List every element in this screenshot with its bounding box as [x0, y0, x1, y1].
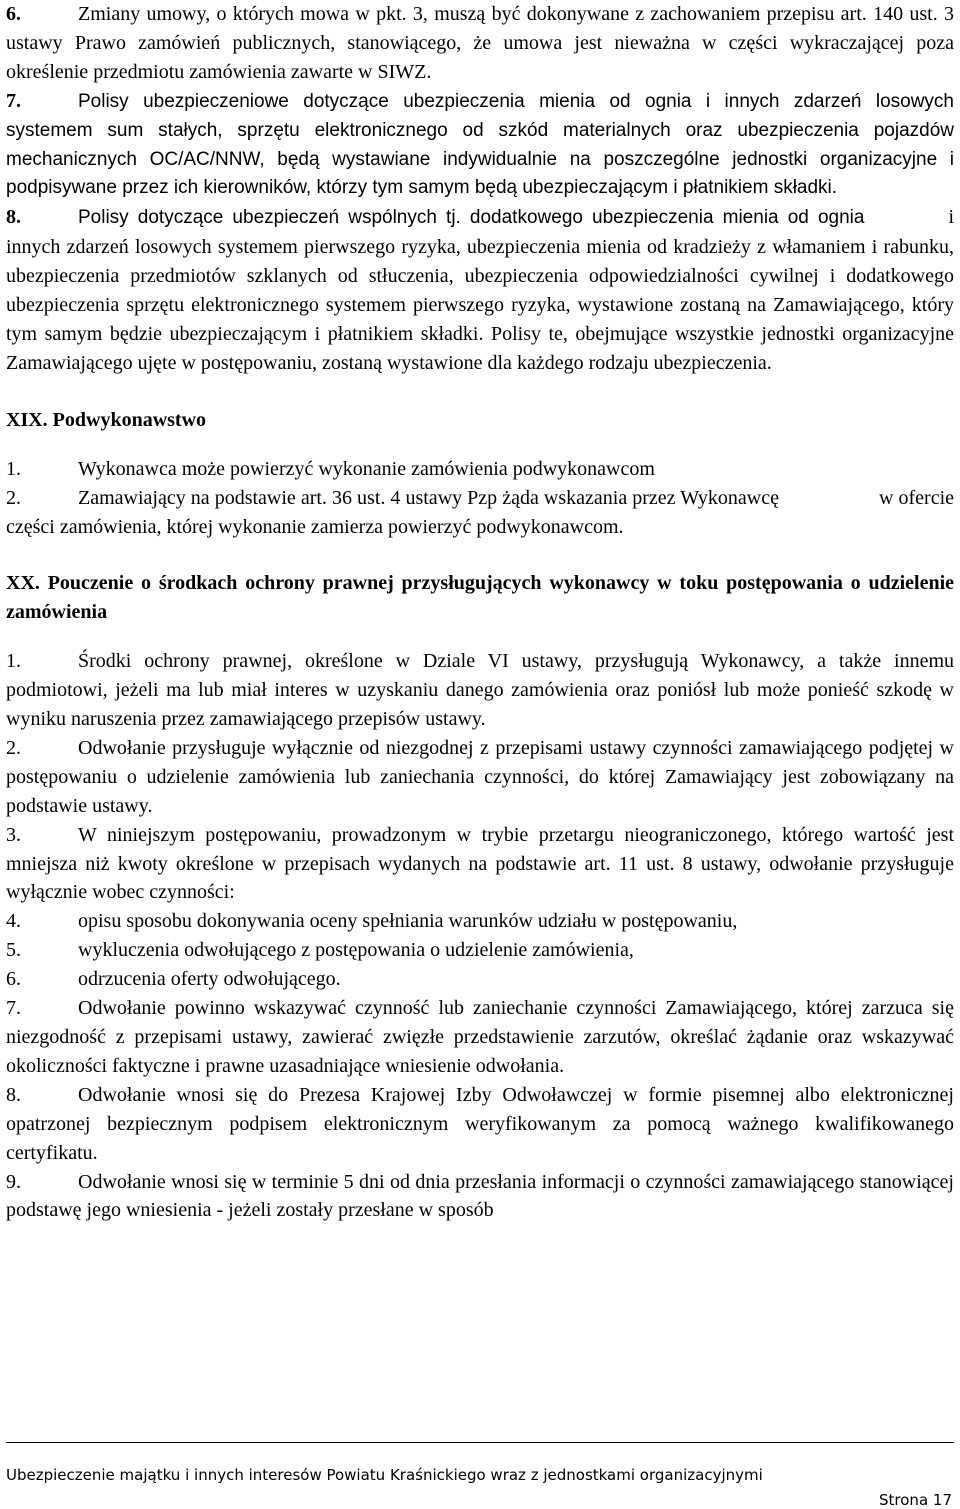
list-item [6, 994, 954, 1081]
list-item-6 [6, 0, 954, 87]
list-item [6, 1081, 954, 1168]
list-item [6, 647, 954, 734]
item-text: Polisy ubezpieczeniowe dotyczące ubezpieczenia mienia od ognia i innych zdarzeń losowych systemem sum stałych, sprzętu elektronicznego od szkód materialnych oraz ubezpieczenia pojazdów mechanicznych OC/AC/NNW, będą wystawiane indywidualnie na poszczególne jednostki organizacyjne i podpisywane przez ich kierowników, którzy tym samym będą ubezpieczającym i płatnikiem składki. [6, 90, 954, 199]
item-text: opisu sposobu dokonywania oceny spełniania warunków udziału w postępowaniu, [78, 910, 738, 933]
list-item [6, 965, 954, 994]
section-heading-xx: XX. Pouczenie o środkach ochrony prawnej przysługujących wykonawcy w toku postępowania o udzielenie zamówienia [6, 572, 954, 624]
spacer [6, 378, 954, 406]
item-number: 3. [6, 823, 21, 846]
item-text-sans: Polisy dotyczące ubezpieczeń wspólnych tj. dodatkowego ubezpieczenia mienia od ognia [78, 207, 865, 229]
item-text: Środki ochrony prawnej, określone w Dziale VI ustawy, przysługują Wykonawcy, a także innemu podmiotowi, jeżeli ma lub miał interes w uzyskaniu danego zamówienia oraz poniósł lub może ponieść szkodę w wyniku naruszenia przez zamawiającego przepisów ustawy. [6, 650, 954, 731]
item-text: Zmiany umowy, o których mowa w pkt. 3, muszą być dokonywane z zachowaniem przepisu art. 140 ust. 3 ustawy Prawo zamówień publicznych, stanowiącego, że umowa jest nieważna w części wykraczającej poza określenie przedmiotu zamówienia zawarte w SIWZ. [6, 3, 954, 83]
item-number: 8. [6, 206, 21, 229]
item-number: 5. [6, 939, 21, 962]
item-text: i innych zdarzeń losowych systemem pierwszego ryzyka, ubezpieczenia mienia od kradzieży z włamaniem i rabunku, ubezpieczenia przedmiotów szklanych od stłuczenia, ubezpieczenia odpowiedzialności cywilnej i dodatkowego ubezpieczenia sprzętu elektronicznego systemem pierwszego ryzyka, wystawione zostaną na Zamawiającego, który tym samym będzie ubezpieczającym i płatnikiem składki. Polisy te, obejmujące wszystkie jednostki organizacyjne Zamawiającego ujęte w postępowaniu, zostaną wystawione dla każdego rodzaju ubezpieczenia. [6, 206, 954, 374]
item-number: 2. [6, 736, 21, 759]
item-number: 7. [6, 89, 21, 112]
list-item-7 [6, 87, 954, 204]
spacer [6, 627, 954, 647]
document-body [6, 0, 954, 1225]
footer-divider [6, 1442, 954, 1443]
section-heading-xix: XIX. Podwykonawstwo [6, 408, 207, 431]
item-text: Odwołanie wnosi się do Prezesa Krajowej Izby Odwoławczej w formie pisemnej albo elektronicznej opatrzonej bezpiecznym podpisem elektronicznym weryfikowanym za pomocą ważnego kwalifikowanego certyfikatu. [6, 1083, 954, 1164]
list-item [6, 936, 954, 965]
item-number: 4. [6, 910, 21, 933]
spacer [6, 541, 954, 569]
item-text: wykluczenia odwołującego z postępowania o udzielenie zamówienia, [78, 939, 634, 962]
item-number: 6. [6, 3, 21, 25]
spacer [6, 435, 954, 455]
list-item [6, 484, 954, 542]
list-item [6, 907, 954, 936]
list-item [6, 1168, 954, 1226]
item-text: odrzucenia oferty odwołującego. [78, 968, 341, 991]
item-number: 7. [6, 997, 21, 1020]
item-number: 8. [6, 1083, 21, 1106]
page-number: Strona 17 [879, 1491, 952, 1509]
item-number: 2. [6, 486, 21, 509]
item-text: Odwołanie powinno wskazywać czynność lub zaniechanie czynności Zamawiającego, której zarzuca się niezgodność z przepisami ustawy, zawierać zwięzłe przedstawienie zarzutów, określać żądanie oraz wskazywać okoliczności faktyczne i prawne uzasadniające wniesienie odwołania. [6, 997, 954, 1077]
item-number: 6. [6, 968, 21, 991]
item-number: 1. [6, 650, 21, 673]
item-text: Wykonawca może powierzyć wykonanie zamówienia podwykonawcom [78, 457, 655, 480]
item-text: Odwołanie przysługuje wyłącznie od niezgodnej z przepisami ustawy czynności zamawiającego podjętej w postępowaniu o udzielenie zamówienia lub zaniechania czynności, do której Zamawiający jest zobowiązany na podstawie ustawy. [6, 736, 954, 817]
list-item-8 [6, 203, 954, 377]
item-text: W niniejszym postępowaniu, prowadzonym w trybie przetargu nieograniczonego, którego wartość jest mniejsza niż kwoty określone w przepisach wydanych na podstawie art. 11 ust. 8 ustawy, odwołanie przysługuje wyłącznie wobec czynności: [6, 823, 954, 904]
item-number: 1. [6, 457, 21, 480]
item-text: Zamawiający na podstawie art. 36 ust. 4 ustawy Pzp żąda wskazania przez Wykonawcę [78, 486, 779, 509]
list-item [6, 734, 954, 821]
footer-title: Ubezpieczenie majątku i innych interesów Powiatu Kraśnickiego wraz z jednostkami organizacyjnymi [6, 1466, 763, 1484]
item-text: w ofercie części zamówienia, której wykonanie zamierza powierzyć podwykonawcom. [6, 486, 955, 538]
item-number: 9. [6, 1170, 21, 1193]
list-item [6, 821, 954, 908]
list-item [6, 455, 954, 484]
item-text: Odwołanie wnosi się w terminie 5 dni od dnia przesłania informacji o czynności zamawiającego stanowiącej podstawę jego wniesienia - jeżeli zostały przesłane w sposób [6, 1170, 954, 1222]
